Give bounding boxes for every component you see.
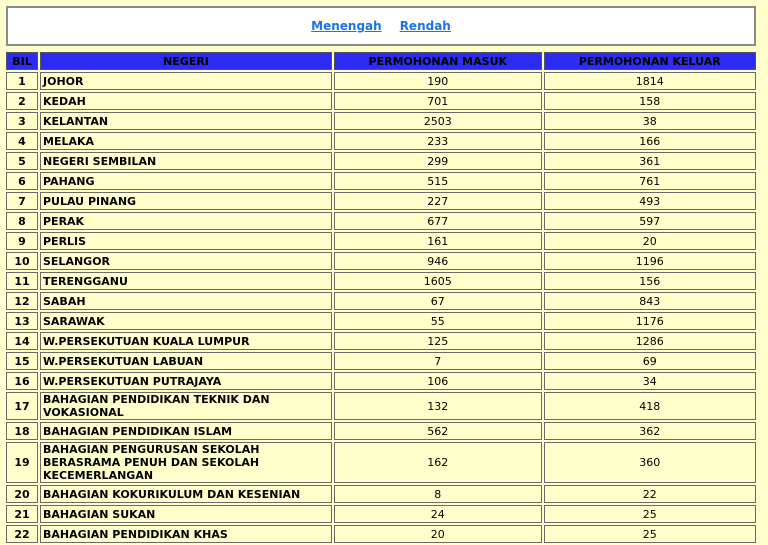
page-wrapper	[6, 6, 756, 545]
row-permohonan-masuk: 190	[334, 72, 542, 90]
row-negeri: PERLIS	[40, 232, 332, 250]
row-negeri: BAHAGIAN PENGURUSAN SEKOLAH BERASRAMA PENUH DAN SEKOLAH KECEMERLANGAN	[40, 442, 332, 483]
row-bil: 8	[6, 212, 38, 230]
header-bil: BIL	[6, 52, 38, 70]
row-permohonan-keluar: 22	[544, 485, 756, 503]
row-negeri: SABAH	[40, 292, 332, 310]
table-row	[6, 442, 756, 483]
row-permohonan-masuk: 299	[334, 152, 542, 170]
row-permohonan-keluar: 418	[544, 392, 756, 420]
table-row	[6, 132, 756, 150]
row-negeri: W.PERSEKUTUAN LABUAN	[40, 352, 332, 370]
row-bil: 3	[6, 112, 38, 130]
table-row	[6, 392, 756, 420]
row-permohonan-masuk: 24	[334, 505, 542, 523]
row-permohonan-masuk: 20	[334, 525, 542, 543]
row-negeri: SELANGOR	[40, 252, 332, 270]
row-permohonan-masuk: 562	[334, 422, 542, 440]
row-permohonan-masuk: 701	[334, 92, 542, 110]
row-bil: 2	[6, 92, 38, 110]
row-bil: 10	[6, 252, 38, 270]
row-permohonan-masuk: 7	[334, 352, 542, 370]
row-bil: 12	[6, 292, 38, 310]
row-permohonan-masuk: 55	[334, 312, 542, 330]
table-row	[6, 505, 756, 523]
row-negeri: PAHANG	[40, 172, 332, 190]
row-negeri: BAHAGIAN PENDIDIKAN TEKNIK DAN VOKASIONAL	[40, 392, 332, 420]
rendah-link[interactable]: Rendah	[399, 19, 451, 33]
row-permohonan-keluar: 1176	[544, 312, 756, 330]
row-permohonan-keluar: 25	[544, 505, 756, 523]
row-negeri: W.PERSEKUTUAN PUTRAJAYA	[40, 372, 332, 390]
row-bil: 9	[6, 232, 38, 250]
level-nav	[6, 6, 756, 46]
table-row	[6, 192, 756, 210]
row-permohonan-keluar: 1286	[544, 332, 756, 350]
header-permohonan-masuk: PERMOHONAN MASUK	[334, 52, 542, 70]
table-row	[6, 72, 756, 90]
row-permohonan-keluar: 1196	[544, 252, 756, 270]
table-row	[6, 312, 756, 330]
table-row	[6, 232, 756, 250]
row-bil: 4	[6, 132, 38, 150]
table-row	[6, 422, 756, 440]
row-negeri: BAHAGIAN SUKAN	[40, 505, 332, 523]
row-bil: 17	[6, 392, 38, 420]
row-bil: 19	[6, 442, 38, 483]
row-permohonan-keluar: 493	[544, 192, 756, 210]
row-permohonan-keluar: 843	[544, 292, 756, 310]
row-permohonan-masuk: 1605	[334, 272, 542, 290]
menengah-link[interactable]: Menengah	[311, 19, 382, 33]
row-negeri: W.PERSEKUTUAN KUALA LUMPUR	[40, 332, 332, 350]
row-permohonan-masuk: 67	[334, 292, 542, 310]
row-negeri: PULAU PINANG	[40, 192, 332, 210]
row-permohonan-keluar: 360	[544, 442, 756, 483]
row-bil: 20	[6, 485, 38, 503]
row-bil: 16	[6, 372, 38, 390]
table-row	[6, 112, 756, 130]
row-bil: 6	[6, 172, 38, 190]
row-permohonan-keluar: 166	[544, 132, 756, 150]
row-permohonan-keluar: 38	[544, 112, 756, 130]
row-negeri: MELAKA	[40, 132, 332, 150]
table-row	[6, 485, 756, 503]
row-permohonan-keluar: 69	[544, 352, 756, 370]
row-permohonan-masuk: 132	[334, 392, 542, 420]
row-bil: 14	[6, 332, 38, 350]
table-row	[6, 252, 756, 270]
row-negeri: TERENGGANU	[40, 272, 332, 290]
table-row	[6, 352, 756, 370]
row-negeri: BAHAGIAN PENDIDIKAN KHAS	[40, 525, 332, 543]
row-negeri: BAHAGIAN PENDIDIKAN ISLAM	[40, 422, 332, 440]
row-permohonan-keluar: 597	[544, 212, 756, 230]
table-row	[6, 292, 756, 310]
row-negeri: JOHOR	[40, 72, 332, 90]
table-header-row	[6, 52, 756, 70]
row-bil: 21	[6, 505, 38, 523]
row-bil: 5	[6, 152, 38, 170]
row-permohonan-keluar: 25	[544, 525, 756, 543]
row-bil: 22	[6, 525, 38, 543]
table-row	[6, 332, 756, 350]
row-permohonan-keluar: 361	[544, 152, 756, 170]
row-bil: 15	[6, 352, 38, 370]
row-permohonan-keluar: 1814	[544, 72, 756, 90]
table-row	[6, 92, 756, 110]
row-negeri: NEGERI SEMBILAN	[40, 152, 332, 170]
row-permohonan-keluar: 761	[544, 172, 756, 190]
header-permohonan-keluar: PERMOHONAN KELUAR	[544, 52, 756, 70]
row-permohonan-masuk: 125	[334, 332, 542, 350]
table-row	[6, 272, 756, 290]
table-row	[6, 372, 756, 390]
table-row	[6, 212, 756, 230]
row-negeri: SARAWAK	[40, 312, 332, 330]
row-permohonan-masuk: 227	[334, 192, 542, 210]
table-row	[6, 152, 756, 170]
row-negeri: PERAK	[40, 212, 332, 230]
table-row	[6, 172, 756, 190]
table-row	[6, 525, 756, 543]
header-negeri: NEGERI	[40, 52, 332, 70]
row-permohonan-masuk: 106	[334, 372, 542, 390]
row-permohonan-masuk: 677	[334, 212, 542, 230]
row-permohonan-masuk: 515	[334, 172, 542, 190]
row-negeri: KELANTAN	[40, 112, 332, 130]
row-bil: 18	[6, 422, 38, 440]
row-bil: 1	[6, 72, 38, 90]
row-bil: 13	[6, 312, 38, 330]
row-permohonan-masuk: 8	[334, 485, 542, 503]
row-permohonan-keluar: 20	[544, 232, 756, 250]
row-permohonan-keluar: 156	[544, 272, 756, 290]
row-bil: 11	[6, 272, 38, 290]
row-permohonan-masuk: 233	[334, 132, 542, 150]
application-table	[4, 50, 758, 545]
row-permohonan-masuk: 2503	[334, 112, 542, 130]
row-negeri: BAHAGIAN KOKURIKULUM DAN KESENIAN	[40, 485, 332, 503]
row-negeri: KEDAH	[40, 92, 332, 110]
row-permohonan-masuk: 946	[334, 252, 542, 270]
row-permohonan-keluar: 34	[544, 372, 756, 390]
row-bil: 7	[6, 192, 38, 210]
row-permohonan-keluar: 158	[544, 92, 756, 110]
row-permohonan-masuk: 161	[334, 232, 542, 250]
row-permohonan-masuk: 162	[334, 442, 542, 483]
row-permohonan-keluar: 362	[544, 422, 756, 440]
